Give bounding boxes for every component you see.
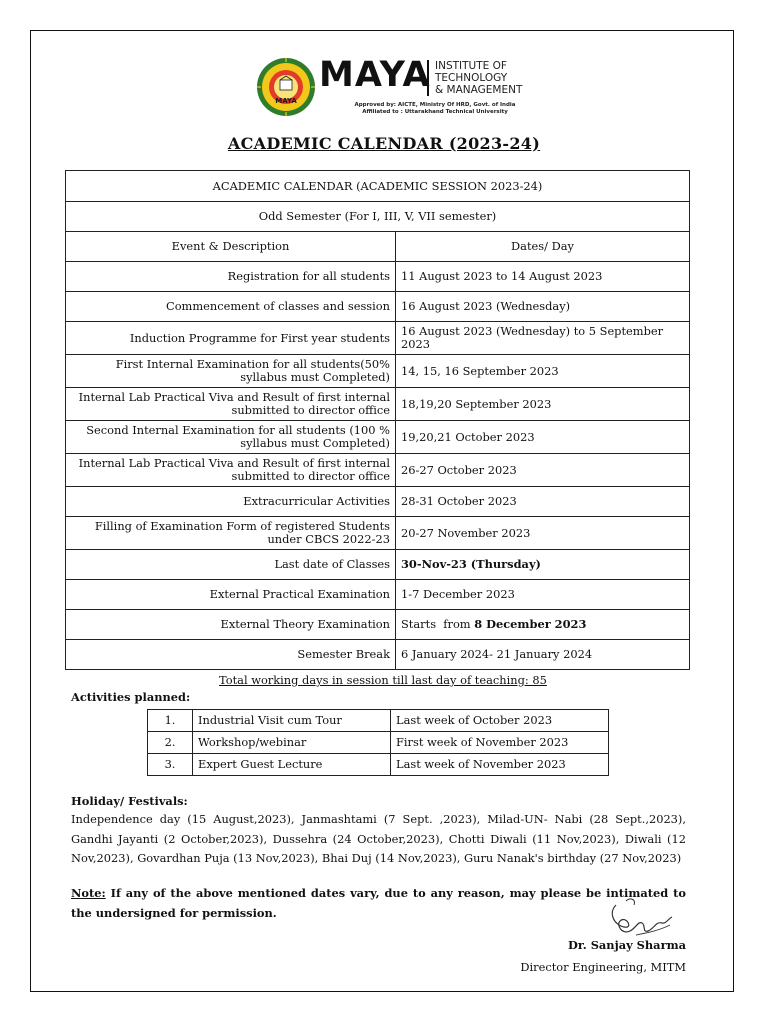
dates-cell: 16 August 2023 (Wednesday) [396,292,690,322]
column-header-row [66,232,690,262]
note-text: If any of the above mentioned dates vary, due to any reason, may please be intimated to the undersigned for permission. [71,886,686,920]
table-heading: ACADEMIC CALENDAR (ACADEMIC SESSION 2023-24) [66,171,690,202]
dates-cell: 18,19,20 September 2023 [396,388,690,421]
activity-number: 1. [148,710,193,732]
table-row [66,355,690,388]
activity-when: First week of November 2023 [391,732,609,754]
event-cell: First Internal Examination for all students(50% syllabus must Completed) [66,355,396,388]
seal-icon [255,56,317,118]
signature-icon [606,895,676,941]
activity-when: Last week of November 2023 [391,754,609,776]
dates-cell: 16 August 2023 (Wednesday) to 5 September 2023 [396,322,690,355]
table-row [66,262,690,292]
dates-cell: 11 August 2023 to 14 August 2023 [396,262,690,292]
activity-number: 2. [148,732,193,754]
total-working-days: Total working days in session till last day of teaching: 85 [219,673,547,687]
table-row [66,610,690,640]
dates-cell: 19,20,21 October 2023 [396,421,690,454]
activity-row [148,754,609,776]
activities-heading: Activities planned: [71,690,191,704]
event-cell: Internal Lab Practical Viva and Result of first internal submitted to director office [66,454,396,487]
table-row [66,388,690,421]
table-row [66,322,690,355]
dates-cell: 14, 15, 16 September 2023 [396,355,690,388]
table-row [66,580,690,610]
event-cell: Second Internal Examination for all students (100 % syllabus must Completed) [66,421,396,454]
activity-name: Workshop/webinar [193,732,391,754]
brand-subtitle: INSTITUTE OF TECHNOLOGY & MANAGEMENT [427,60,522,96]
approval-text: Approved by: AICTE, Ministry Of HRD, Govt. of India Affiliated to : Uttarakhand Technical University [354,102,516,115]
event-cell: External Theory Examination [66,610,396,640]
event-cell: Registration for all students [66,262,396,292]
table-row [66,640,690,670]
activity-name: Expert Guest Lecture [193,754,391,776]
table-heading-row [66,171,690,202]
semester-row [66,202,690,232]
semester-label: Odd Semester (For I, III, V, VII semester) [66,202,690,232]
table-row [66,292,690,322]
note-label: Note: [71,886,106,900]
event-cell: Last date of Classes [66,550,396,580]
table-row [66,487,690,517]
column-header-dates: Dates/ Day [396,232,690,262]
event-cell: Filling of Examination Form of registered Students under CBCS 2022-23 [66,517,396,550]
activity-name: Industrial Visit cum Tour [193,710,391,732]
event-cell: Extracurricular Activities [66,487,396,517]
table-row [66,454,690,487]
activity-row [148,710,609,732]
dates-cell: 30-Nov-23 (Thursday) [396,550,690,580]
event-cell: Commencement of classes and session [66,292,396,322]
table-row [66,550,690,580]
brand-name: MAYA [319,55,431,95]
academic-calendar-table [65,170,690,670]
dates-cell: 6 January 2024- 21 January 2024 [396,640,690,670]
activities-table [147,709,609,776]
svg-text:MAYA: MAYA [275,97,297,105]
activity-when: Last week of October 2023 [391,710,609,732]
signatory-name: Dr. Sanjay Sharma [567,938,686,952]
activity-number: 3. [148,754,193,776]
dates-cell: 20-27 November 2023 [396,517,690,550]
event-cell: Induction Programme for First year students [66,322,396,355]
activity-row [148,732,609,754]
column-header-event: Event & Description [66,232,396,262]
holidays-text: Independence day (15 August,2023), Janmashtami (7 Sept. ,2023), Milad-UN- Nabi (28 Sept.,2023), Gandhi Jayanti (2 October,2023), Dussehra (24 October,2023), Chotti Diwali (11 Nov,2023), Diwali (12 Nov,2023), Govardhan Puja (13 Nov,2023), Bhai Duj (14 Nov,2023), Guru Nanak's birthday (27 Nov,2023) [71,812,686,865]
table-row [66,421,690,454]
institute-logo [255,52,527,122]
dates-cell: 26-27 October 2023 [396,454,690,487]
table-row [66,517,690,550]
document-title: ACADEMIC CALENDAR (2023-24) [227,134,541,153]
dates-cell: Starts from 8 December 2023 [396,610,690,640]
event-cell: External Practical Examination [66,580,396,610]
signatory-title: Director Engineering, MITM [520,960,686,974]
event-cell: Semester Break [66,640,396,670]
note-paragraph [71,884,686,923]
event-cell: Internal Lab Practical Viva and Result of first internal submitted to director office [66,388,396,421]
dates-cell: 28-31 October 2023 [396,487,690,517]
holidays-heading: Holiday/ Festivals: [71,794,188,808]
dates-cell: 1-7 December 2023 [396,580,690,610]
